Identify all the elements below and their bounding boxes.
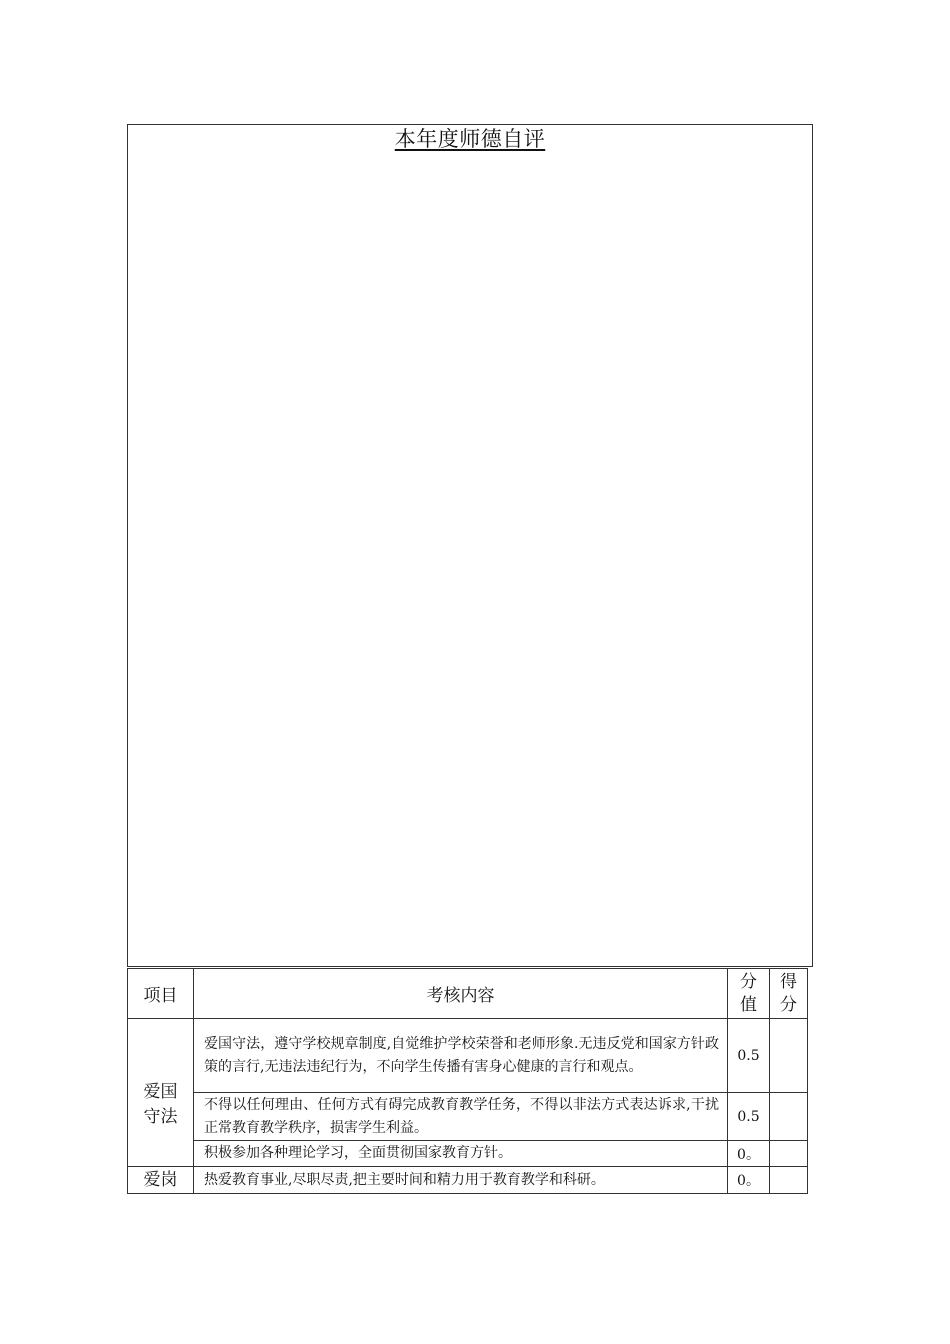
assessment-table (127, 968, 808, 1194)
content-cell: 热爱教育事业,尽职尽责,把主要时间和精力用于教育教学和科研。 (194, 1167, 728, 1194)
content-cell: 不得以任何理由、任何方式有碍完成教育教学任务，不得以非法方式表达诉求,干扰正常教育教学秩序，损害学生利益。 (194, 1093, 728, 1141)
score-value-cell: 0.5 (728, 1019, 770, 1093)
score-got-cell[interactable] (770, 1167, 808, 1194)
score-got-cell[interactable] (770, 1019, 808, 1093)
item-cell-patriotism: 爱国守法 (128, 1019, 194, 1167)
self-evaluation-box (127, 124, 813, 967)
table-row (128, 1141, 808, 1167)
header-score-got: 得分 (770, 969, 808, 1019)
page-title: 本年度师德自评 (394, 127, 546, 151)
content-cell: 爱国守法，遵守学校规章制度,自觉维护学校荣誉和老师形象.无违反党和国家方针政策的言行,无违法违纪行为，不向学生传播有害身心健康的言行和观点。 (194, 1019, 728, 1093)
table-row (128, 1019, 808, 1093)
table-row (128, 1093, 808, 1141)
header-score-value: 分值 (728, 969, 770, 1019)
content-cell: 积极参加各种理论学习，全面贯彻国家教育方针。 (194, 1141, 728, 1167)
score-value-cell: 0。 (728, 1141, 770, 1167)
header-content: 考核内容 (194, 969, 728, 1019)
table-header-row (128, 969, 808, 1019)
table-row (128, 1167, 808, 1194)
score-value-cell: 0.5 (728, 1093, 770, 1141)
header-item: 项目 (128, 969, 194, 1019)
score-got-cell[interactable] (770, 1141, 808, 1167)
score-value-cell: 0。 (728, 1167, 770, 1194)
score-got-cell[interactable] (770, 1093, 808, 1141)
item-cell-dedication: 爱岗 (128, 1167, 194, 1194)
